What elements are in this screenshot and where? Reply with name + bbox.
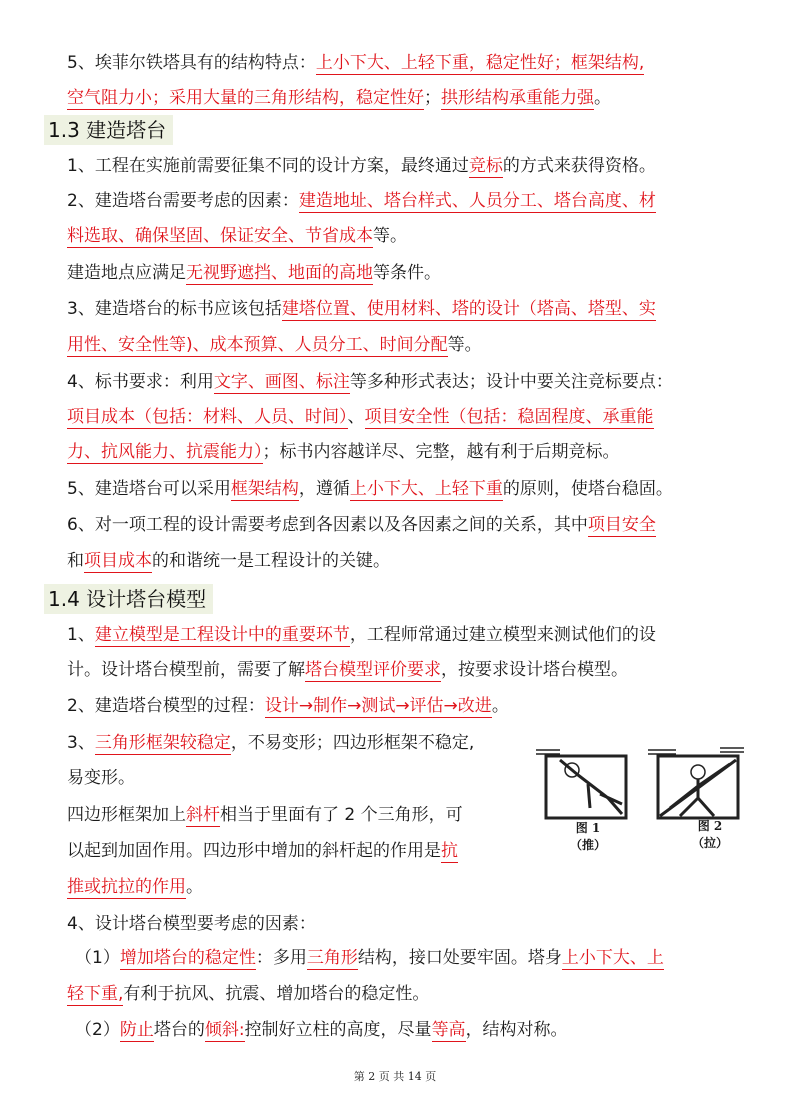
highlight-text: 轻下重, — [67, 984, 124, 1004]
highlight-text: 无视野遮挡、地面的高地 — [186, 263, 373, 283]
text: 易变形。 — [67, 768, 135, 788]
s13-item-3 — [67, 298, 740, 320]
figure-2-caption — [680, 818, 740, 852]
section-heading-1-4: 1.4 设计塔台模型 — [44, 584, 213, 614]
text: ，遵循 — [298, 479, 350, 499]
s14-item-3-brace-1 — [67, 804, 520, 826]
highlight-text: 框架结构 — [230, 479, 299, 499]
s13-site-note — [67, 262, 740, 284]
text: 结构，接口处要牢固。塔身 — [357, 948, 562, 968]
text: 3、 — [67, 733, 95, 753]
highlight-text: 项目安全 — [587, 515, 656, 535]
text: ，不易变形；四边形框架不稳定, — [230, 733, 475, 753]
figure-1-label: 图 1 — [575, 821, 601, 835]
section-heading-1-3: 1.3 建造塔台 — [44, 115, 173, 145]
text: 塔台的 — [153, 1020, 205, 1040]
text: ； — [424, 88, 441, 108]
highlight-text: 上小下大、上轻下重，稳定性好；框架结构, — [315, 53, 645, 73]
s13-item-5 — [67, 478, 740, 500]
highlight-text: 抗 — [441, 841, 458, 861]
frame-figure — [530, 742, 750, 862]
text: ：多用 — [255, 948, 307, 968]
p5-line-1 — [67, 52, 740, 74]
highlight-text: 用性、安全性等)、成本预算、人员分工、时间分配 — [67, 335, 448, 355]
figure-1-subcaption: （推） — [569, 838, 606, 852]
highlight-text: 防止 — [119, 1020, 154, 1040]
text: 以起到加固作用。四边形中增加的斜杆起的作用是 — [67, 841, 441, 861]
highlight-text: 上小下大、上轻下重 — [349, 479, 503, 499]
text: 。 — [594, 88, 611, 108]
page-footer: 第 2 页 共 14 页 — [353, 1070, 437, 1083]
highlight-text: 空气阻力小；采用大量的三角形结构，稳定性好 — [67, 88, 424, 108]
text: 5、埃菲尔铁塔具有的结构特点： — [67, 53, 316, 73]
highlight-text: 建塔位置、使用材料、塔的设计（塔高、塔型、实 — [281, 299, 656, 319]
text: ；标书内容越详尽、完整，越有利于后期竞标。 — [262, 442, 620, 462]
text: 和 — [67, 551, 84, 571]
s14-item-3-brace-3 — [67, 876, 520, 898]
text: ，按要求设计塔台模型。 — [441, 660, 628, 680]
highlight-text: 拱形结构承重能力强 — [441, 88, 594, 108]
text: 6、对一项工程的设计需要考虑到各因素以及各因素之间的关系，其中 — [67, 515, 588, 535]
s14-item-3-brace-2 — [67, 840, 520, 862]
text: 等多种形式表达；设计中要关注竞标要点： — [349, 372, 673, 392]
highlight-text: 倾斜: — [204, 1020, 245, 1040]
frame-illustration — [530, 742, 750, 822]
highlight-text: 设计→制作→测试→评估→改进 — [264, 696, 492, 716]
figure-1-caption — [558, 820, 618, 854]
s14-consideration-2 — [75, 1019, 740, 1041]
s14-consideration-1-cont — [67, 983, 740, 1005]
s13-item-2-cont — [67, 225, 740, 247]
text: （2） — [75, 1020, 120, 1040]
s13-item-4-cont-2 — [67, 441, 740, 463]
highlight-text: 项目安全性（包括：稳固程度、承重能 — [364, 407, 654, 427]
text: 。 — [186, 877, 203, 897]
highlight-text: 力、抗风能力、抗震能力） — [67, 442, 263, 462]
text: 1、工程在实施前需要征集不同的设计方案，最终通过 — [67, 156, 469, 176]
highlight-text: 项目成本 — [84, 551, 152, 571]
figure-2-subcaption: （拉） — [691, 836, 728, 850]
text: 2、建造塔台模型的过程： — [67, 696, 265, 716]
s13-item-2 — [67, 190, 740, 212]
text: 2、建造塔台需要考虑的因素： — [67, 191, 299, 211]
s14-consideration-1 — [75, 947, 740, 969]
highlight-text: 三角形框架较稳定 — [94, 733, 231, 753]
text: 的方式来获得资格。 — [502, 156, 656, 176]
text: （1） — [75, 948, 120, 968]
highlight-text: 项目成本（包括：材料、人员、时间） — [67, 407, 348, 427]
s14-item-1 — [67, 624, 740, 646]
s13-item-4-cont — [67, 406, 740, 428]
highlight-text: 建造地址、塔台样式、人员分工、塔台高度、材 — [298, 191, 656, 211]
text: ，结构对称。 — [465, 1020, 568, 1040]
text: 有利于抗风、抗震、增加塔台的稳定性。 — [123, 984, 430, 1004]
highlight-text: 竞标 — [468, 156, 503, 176]
text: 等。 — [373, 226, 407, 246]
highlight-text: 斜杆 — [186, 805, 220, 825]
s13-item-6 — [67, 514, 740, 536]
text: 3、建造塔台的标书应该包括 — [67, 299, 282, 319]
s13-item-3-cont — [67, 334, 740, 356]
text: 。 — [491, 696, 509, 716]
text: 控制好立柱的高度，尽量 — [244, 1020, 432, 1040]
text: 的和谐统一是工程设计的关键。 — [152, 551, 390, 571]
s13-item-1 — [67, 155, 740, 177]
pull-frame-icon — [648, 748, 744, 818]
highlight-text: 建立模型是工程设计中的重要环节 — [94, 625, 350, 645]
text: 4、标书要求：利用 — [67, 372, 214, 392]
s13-item-4 — [67, 371, 740, 393]
text: 建造地点应满足 — [67, 263, 186, 283]
text: 的原则，使塔台稳固。 — [502, 479, 673, 499]
text: 四边形框架加上 — [67, 805, 186, 825]
s14-item-3-cont — [67, 767, 520, 789]
highlight-text: 增加塔台的稳定性 — [119, 948, 256, 968]
push-frame-icon — [536, 750, 626, 818]
s14-item-2 — [67, 695, 740, 717]
highlight-text: 等高 — [431, 1020, 466, 1040]
text: 5、建造塔台可以采用 — [67, 479, 231, 499]
text: 等条件。 — [373, 263, 441, 283]
highlight-text: 推或抗拉的作用 — [67, 877, 186, 897]
highlight-text: 塔台模型评价要求 — [305, 660, 441, 680]
s14-item-1-cont — [67, 659, 740, 681]
figure-2-label: 图 2 — [697, 819, 723, 833]
highlight-text: 文字、画图、标注 — [213, 372, 350, 392]
s14-item-4 — [67, 913, 740, 935]
text: ，工程师常通过建立模型来测试他们的设 — [349, 625, 656, 645]
text: 4、设计塔台模型要考虑的因素： — [67, 914, 316, 934]
p5-line-2 — [67, 87, 740, 109]
text: 计。设计塔台模型前，需要了解 — [67, 660, 305, 680]
text: 相当于里面有了 2 个三角形，可 — [220, 805, 463, 825]
highlight-text: 三角形 — [306, 948, 358, 968]
text: 、 — [347, 407, 365, 427]
text: 1、 — [67, 625, 95, 645]
s13-item-6-cont — [67, 550, 740, 572]
highlight-text: 上小下大、上 — [561, 948, 664, 968]
highlight-text: 料选取、确保坚固、保证安全、节省成本 — [67, 226, 373, 246]
s14-item-3 — [67, 732, 520, 754]
text: 等。 — [447, 335, 482, 355]
